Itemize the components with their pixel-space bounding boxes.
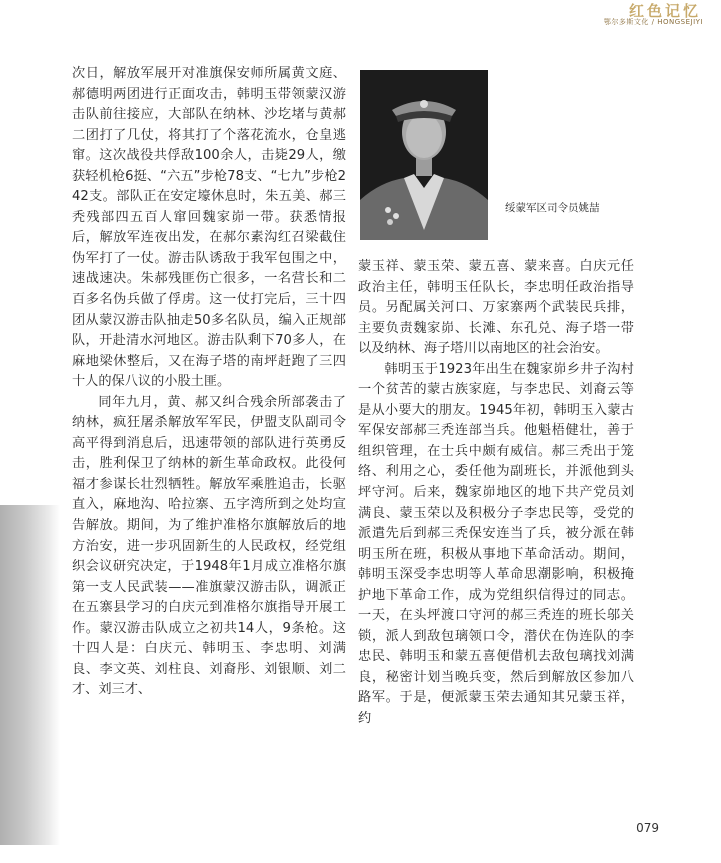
paragraph: 蒙玉祥、蒙玉荣、蒙五喜、蒙来喜。白庆元任政治主任，韩明玉任队长，李忠明任政治指导员。另配属关河口、万家寨两个武装民兵排，主要负责魏家峁、长滩、东孔兑、海子塔一带以及纳林、海子塔川以南地区的社会治安。 xyxy=(358,259,634,357)
right-text-column xyxy=(358,257,634,730)
portrait-photo xyxy=(360,70,488,240)
paragraph: 韩明玉于1923年出生在魏家峁乡井子沟村一个贫苦的蒙古族家庭，与李忠民、刘裔云等是从小要大的朋友。1945年初，韩明玉入蒙古军保安部郝三秃连部当兵。他魁梧健壮，善于组织管理，在士兵中颇有威信。郝三秃出于笼络、利用之心，委任他为副班长，并派他到头坪守河。后来，魏家峁地区的地下共产党员刘满良、蒙玉荣以及积极分子李忠民等，受党的派遣先后到郝三秃保安连当了兵，被分派在韩明玉所在班，积极从事地下革命活动。期间，韩明玉深受李忠明等人革命思潮影响，积极掩护地下革命工作，成为党组织信得过的同志。一天，在头坪渡口守河的郝三秃连的班长邬关锁，派人到敌包璃领口令，潜伏在伪连队的李忠民、韩明玉和蒙五喜便借机去敌包璃找刘满良，秘密计划当晚兵变，然后到解放区参加八路军。于是，便派蒙玉荣去通知其兄蒙玉祥，约 xyxy=(358,361,634,727)
left-text-column xyxy=(72,64,346,701)
section-title: 红色记忆 xyxy=(628,2,701,20)
paragraph: 次日，解放军展开对准旗保安师所属黄文庭、郝德明两团进行正面攻击，韩明玉带领蒙汉游击队前往接应，大部队在纳林、沙圪堵与黄郝二团打了几仗，将其打了个落花流水，仓皇逃窜。这次战役共俘敌100余人，击毙29人，缴获轻机枪6挺、“六五”步枪78支、“七九”步枪242支。部队正在安定壕休息时，朱五美、郝三秃残部四五百人窜回魏家峁一带。获悉情报后，解放军连夜出发，在郝尔素沟红召梁截住伪军打了一仗。游击队诱敌于我军包围之中，速战速决。朱郝残匪伤亡很多，一名营长和二百多名伪兵做了俘虏。这一仗打完后，三十四团从蒙汉游击队抽走50多名队员，编入正规部队，开赴清水河地区。游击队剩下70多人，在麻地梁休整后，又在海子塔的南坪赶跑了三四十人的保八议的小股土匪。 xyxy=(72,66,346,390)
section-subtitle: 鄂尔多斯文化 / HONGSEJIYI xyxy=(603,18,703,26)
paragraph: 同年九月，黄、郝又纠合残余所部袭击了纳林，疯狂屠杀解放军军民，伊盟支队副司令高平得到消息后，迅速带领的部队进行英勇反击，胜利保卫了纳林的新生革命政权。此役何福才参谋长壮烈牺牲。解放军乘胜追击，长驱直入，麻地沟、哈拉寨、五字湾所到之处均宣告解放。期间，为了维护准格尔旗解放后的地方治安，进一步巩固新生的人民政权，经党组织会议研究决定，于1948年1月成立准格尔旗第一支人民武装——准旗蒙汉游击队，调派正在五寨县学习的白庆元到准格尔旗指导开展工作。蒙汉游击队成立之初共14人，9条枪。这十四人是：白庆元、韩明玉、李忠明、刘满良、李文英、刘柱良、刘裔彤、刘银顺、刘二才、刘三才、 xyxy=(72,394,346,698)
photo-caption: 绥蒙军区司令员姚喆 xyxy=(505,202,600,214)
page-number: 079 xyxy=(636,821,659,835)
portrait-illustration xyxy=(360,70,488,240)
background-photo-strip xyxy=(0,505,60,845)
